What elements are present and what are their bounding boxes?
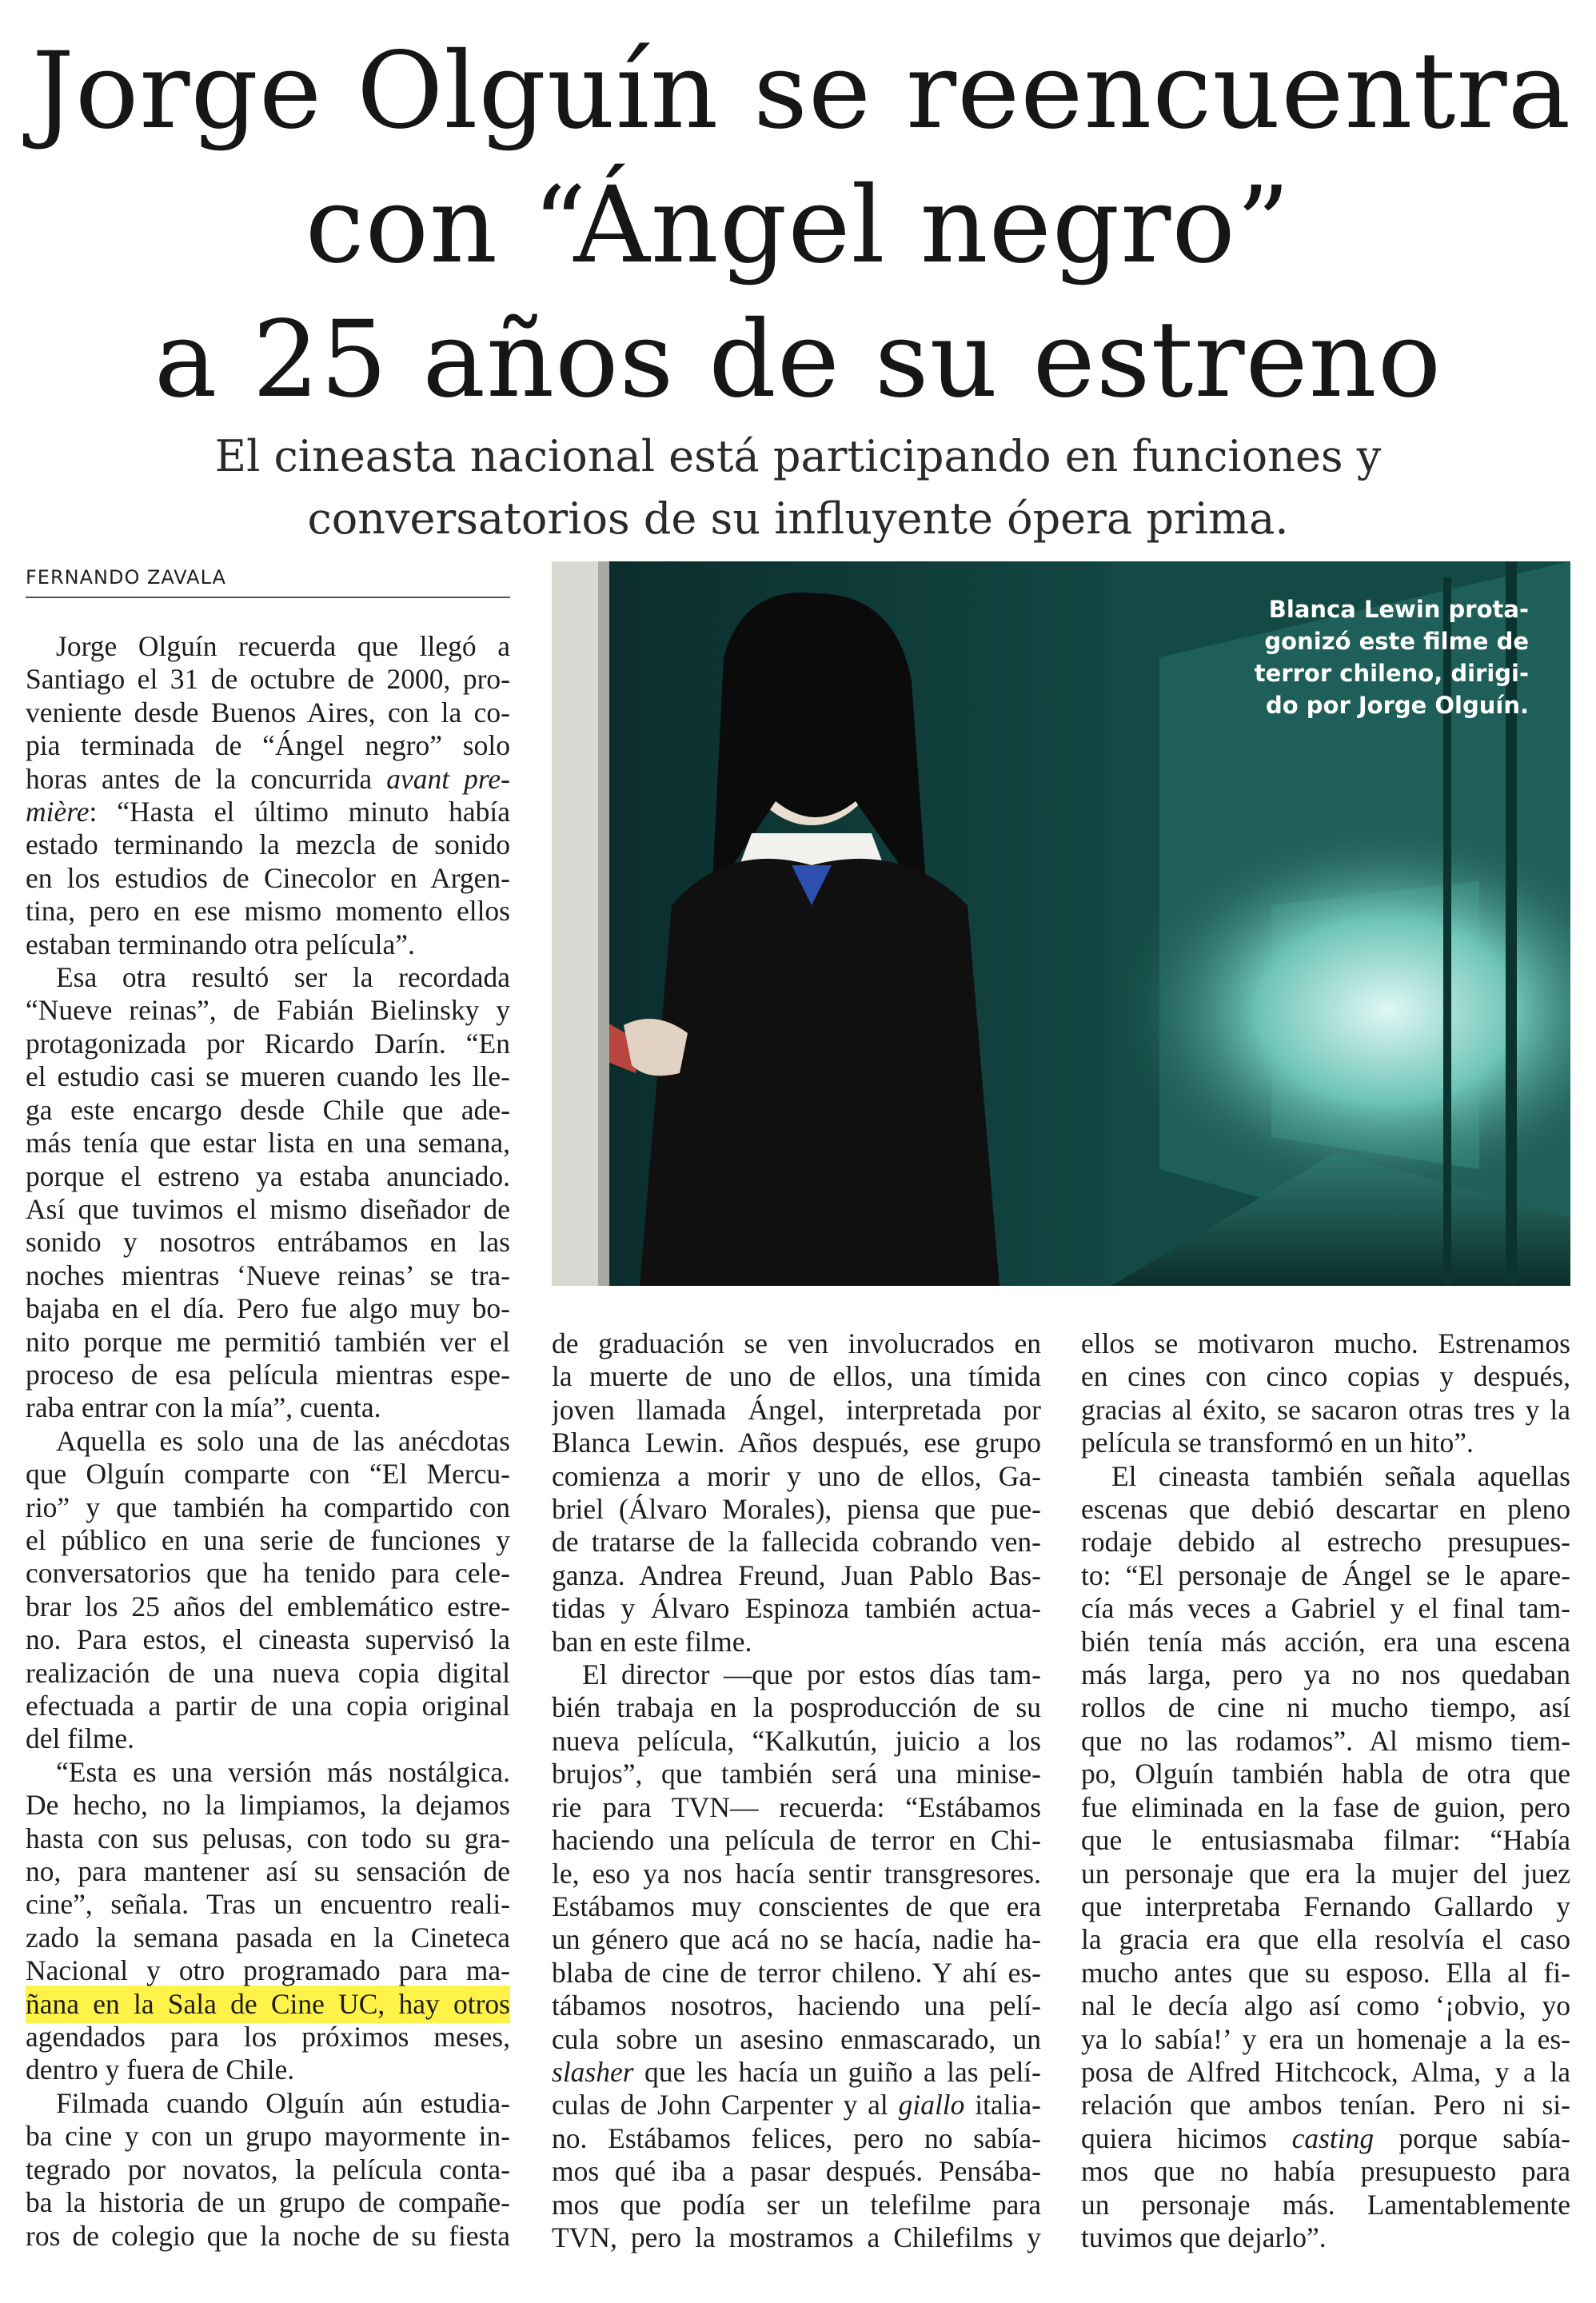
text-line: zado la semana pasada en la Cineteca	[26, 1921, 510, 1954]
text-line: Aquella es solo una de las anécdotas	[56, 1424, 510, 1457]
article-photo	[552, 561, 1570, 1286]
headline-line: a 25 años de su estreno	[154, 298, 1442, 421]
subhead-line: conversatorios de su influyente ópera prima.	[307, 493, 1289, 544]
text-line: un género que acá no se hacía, nadie ha-	[552, 1923, 1041, 1956]
article-column-2	[552, 1327, 1041, 2254]
text-line: de tratarse de la fallecida cobrando ven-	[552, 1526, 1041, 1559]
text-line: película se transformó en un hito”.	[1081, 1427, 1474, 1459]
text-line: efectuada a partir de una copia original	[26, 1690, 510, 1722]
text-line: posa de Alfred Hitchcock, Alma, y a la	[1081, 2055, 1570, 2088]
text-fragment: culas de John Carpenter y al	[552, 2089, 899, 2121]
text-line: rie para TVN— recuerda: “Estábamos	[552, 1790, 1041, 1823]
text-line: cía más veces a Gabriel y el final tam-	[1081, 1592, 1570, 1625]
text-line: dentro y fuera de Chile.	[26, 2054, 295, 2086]
text-line: tegrado por novatos, la película conta-	[26, 2153, 510, 2185]
caption-line: gonizó este filme de	[1264, 628, 1529, 655]
text-line: Estábamos muy conscientes de que era	[552, 1890, 1041, 1922]
text-line: no, para mantener así su sensación de	[26, 1855, 510, 1888]
subheadline	[120, 425, 1476, 550]
text-line: Jorge Olguín recuerda que llegó a	[56, 630, 510, 662]
paragraph	[552, 1327, 1041, 1658]
text-fragment: horas antes de la concurrida	[26, 762, 387, 795]
text-line: rodaje debido al estrecho presupues-	[1081, 1526, 1570, 1559]
text-line: ga este encargo desde Chile que ade-	[26, 1093, 510, 1126]
text-line: bién tenía más acción, era una escena	[1081, 1625, 1570, 1658]
caption-line: Blanca Lewin prota-	[1268, 596, 1529, 623]
text-line: mucho antes que su esposo. Ella al fi-	[1081, 1956, 1570, 1989]
photo-caption	[1241, 593, 1529, 721]
text-line: que no las rodamos”. Al mismo tiem-	[1081, 1724, 1570, 1757]
highlighted-line: ñana en la Sala de Cine UC, hay otros	[26, 1987, 510, 2020]
text-line: el público en una serie de funciones y	[26, 1523, 510, 1556]
text-line: “Nueve reinas”, de Fabián Bielinsky y	[26, 994, 510, 1027]
text-line: El director —que por estos días tam-	[582, 1658, 1041, 1691]
text-line: tina, pero en ese mismo momento ellos	[26, 895, 510, 928]
text-line: estaban terminando otra película”.	[26, 928, 415, 960]
paragraph	[26, 961, 510, 1425]
text-line: veniente desde Buenos Aires, con la co-	[26, 696, 510, 728]
text-fragment: quiera hicimos	[1081, 2121, 1292, 2154]
italic-text: avant pre-	[386, 762, 510, 795]
text-line: realización de una nueva copia digital	[26, 1656, 510, 1689]
text-line: sonido y nosotros entrábamos en las	[26, 1226, 510, 1259]
text-line: ya lo sabía!’ y era un homenaje a la es-	[1081, 2022, 1570, 2055]
italic-text: mière	[26, 796, 90, 828]
text-line: ba la historia de un grupo de compañe-	[26, 2186, 510, 2219]
text-line	[552, 2089, 1041, 2121]
text-line: estado terminando la mezcla de sonido	[26, 828, 510, 861]
subhead-line: El cineasta nacional está participando en funciones y	[214, 431, 1382, 481]
text-line: mos que no había presupuesto para	[1081, 2155, 1570, 2188]
text-fragment: porque sabía-	[1374, 2121, 1570, 2154]
text-line: nito porque me permitió también ver el	[26, 1325, 510, 1358]
article-column-3	[1081, 1327, 1570, 2254]
text-line: brujos”, que también será una minise-	[552, 1758, 1041, 1790]
author-byline: FERNANDO ZAVALA	[26, 566, 510, 598]
text-line: relación que ambos tenían. Pero ni si-	[1081, 2089, 1570, 2121]
text-line: porque el estreno ya estaba anunciado.	[26, 1159, 510, 1192]
text-line: bajaba en el día. Pero fue algo muy bo-	[26, 1292, 510, 1325]
text-line: rollos de cine ni mucho tiempo, así	[1081, 1691, 1570, 1724]
text-line: más larga, pero ya no nos quedaban	[1081, 1658, 1570, 1691]
text-line: le, eso ya nos hacía sentir transgresores.	[552, 1857, 1041, 1890]
text-line: un personaje más. Lamentablemente	[1081, 2188, 1570, 2221]
text-line: po, Olguín también habla de otra que	[1081, 1758, 1570, 1790]
text-fragment: que les hacía un guiño a las pelí-	[633, 2055, 1041, 2088]
text-line: protagonizada por Ricardo Darín. “En	[26, 1027, 510, 1060]
text-line	[1081, 2122, 1570, 2155]
text-line	[26, 796, 510, 828]
text-line: Santiago el 31 de octubre de 2000, pro-	[26, 663, 510, 696]
text-line: mos que podía ser un telefilme para	[552, 2188, 1041, 2221]
text-fragment: : “Hasta el último minuto había	[89, 796, 510, 828]
text-line: Filmada cuando Olguín aún estudia-	[56, 2086, 510, 2119]
text-line: cine”, señala. Tras un encuentro reali-	[26, 1888, 510, 1921]
article-column-1	[26, 630, 510, 2253]
text-line: en los estudios de Cinecolor en Argen-	[26, 861, 510, 894]
text-line: bién trabaja en la posproducción de su	[552, 1691, 1041, 1724]
text-line: noches mientras ‘Nueve reinas’ se tra-	[26, 1259, 510, 1291]
text-line: nal le decía algo así como ‘¡obvio, yo	[1081, 1990, 1570, 2022]
italic-text: giallo	[898, 2089, 965, 2121]
caption-line: terror chileno, dirigi-	[1254, 660, 1529, 687]
text-line	[26, 763, 510, 796]
text-line: ba cine y con un grupo mayormente in-	[26, 2120, 510, 2153]
text-line: no. Para estos, el cineasta supervisó la	[26, 1623, 510, 1656]
caption-line: do por Jorge Olguín.	[1266, 692, 1529, 719]
text-line: raba entrar con la mía”, cuenta.	[26, 1391, 381, 1424]
paragraph	[26, 1756, 510, 2087]
headline-line: con “Ángel negro”	[305, 164, 1291, 287]
text-line: blaba de cine de terror chileno. Y ahí es-	[552, 1956, 1041, 1989]
text-line: tábamos nosotros, haciendo una pelí-	[552, 1990, 1041, 2022]
text-line: ros de colegio que la noche de su fiesta	[26, 2219, 510, 2252]
text-line: cula sobre un asesino enmascarado, un	[552, 2022, 1041, 2055]
text-line: nueva película, “Kalkutún, juicio a los	[552, 1724, 1041, 1757]
paragraph	[1081, 1460, 1570, 2255]
text-line: de graduación se ven involucrados en	[552, 1327, 1041, 1359]
text-line: joven llamada Ángel, interpretada por	[552, 1393, 1041, 1426]
text-line: ellos se motivaron mucho. Estrenamos	[1081, 1327, 1570, 1359]
text-line: conversatorios que ha tenido para cele-	[26, 1557, 510, 1590]
text-line: TVN, pero la mostramos a Chilefilms y	[552, 2221, 1041, 2253]
text-line: no. Estábamos felices, pero no sabía-	[552, 2121, 1041, 2154]
text-line: gracias al éxito, se sacaron otras tres y la	[1081, 1393, 1570, 1426]
paragraph	[1081, 1327, 1570, 1460]
text-line: De hecho, no la limpiamos, la dejamos	[26, 1789, 510, 1822]
text-line: la gracia era que ella resolvía el caso	[1081, 1923, 1570, 1956]
paragraph	[26, 630, 510, 961]
paragraph	[552, 1658, 1041, 2254]
text-line: fue eliminada en la fase de guion, pero	[1081, 1790, 1570, 1823]
headline-line: Jorge Olguín se reencuentra	[32, 30, 1572, 153]
text-line: ganza. Andrea Freund, Juan Pablo Bas-	[552, 1559, 1041, 1591]
italic-text: casting	[1291, 2121, 1375, 2154]
text-line: en cines con cinco copias y después,	[1081, 1360, 1570, 1393]
text-line: Esa otra resultó ser la recordada	[56, 961, 510, 994]
text-line: rio” y que también ha compartido con	[26, 1491, 510, 1523]
text-line: proceso de esa película mientras espe-	[26, 1358, 510, 1391]
text-fragment: italia-	[964, 2089, 1041, 2121]
text-line: brar los 25 años del emblemático estre-	[26, 1590, 510, 1622]
text-line: agendados para los próximos meses,	[26, 2021, 510, 2054]
text-line: comienza a morir y uno de ellos, Ga-	[552, 1459, 1041, 1492]
text-line: tidas y Álvaro Espinoza también actua-	[552, 1592, 1041, 1625]
paragraph	[26, 1425, 510, 1756]
paragraph	[26, 2087, 510, 2253]
text-line: briel (Álvaro Morales), piensa que pue-	[552, 1493, 1041, 1526]
text-line: un personaje que era la mujer del juez	[1081, 1857, 1570, 1890]
text-line: tuvimos que dejarlo”.	[1081, 2221, 1327, 2253]
text-line: del filme.	[26, 1722, 135, 1755]
text-line: escenas que debió descartar en pleno	[1081, 1493, 1570, 1526]
text-line: “Esta es una versión más nostálgica.	[56, 1755, 510, 1788]
headline	[32, 24, 1572, 427]
text-line: Nacional y otro programado para ma-	[26, 1954, 510, 1987]
text-line: que interpretaba Fernando Gallardo y	[1081, 1890, 1570, 1922]
text-line: más tenía que estar lista en una semana,	[26, 1127, 510, 1159]
text-line: to: “El personaje de Ángel se le apare-	[1081, 1559, 1570, 1591]
text-line: El cineasta también señala aquellas	[1111, 1459, 1570, 1492]
text-line: Blanca Lewin. Años después, ese grupo	[552, 1427, 1041, 1459]
text-line: ban en este filme.	[552, 1625, 752, 1658]
text-line: la muerte de uno de ellos, una tímida	[552, 1360, 1041, 1393]
text-line	[552, 2056, 1041, 2089]
text-line: pia terminada de “Ángel negro” solo	[26, 729, 510, 762]
text-line: que Olguín comparte con “El Mercu-	[26, 1458, 510, 1491]
text-line: que le entusiasmaba filmar: “Había	[1081, 1824, 1570, 1857]
text-line: el estudio casi se mueren cuando les lle-	[26, 1060, 510, 1093]
text-line: Así que tuvimos el mismo diseñador de	[26, 1192, 510, 1225]
text-line: hasta con sus pelusas, con todo su gra-	[26, 1822, 510, 1854]
text-line: mos qué iba a pasar después. Pensába-	[552, 2155, 1041, 2188]
italic-text: slasher	[552, 2055, 634, 2088]
text-line: haciendo una película de terror en Chi-	[552, 1824, 1041, 1857]
